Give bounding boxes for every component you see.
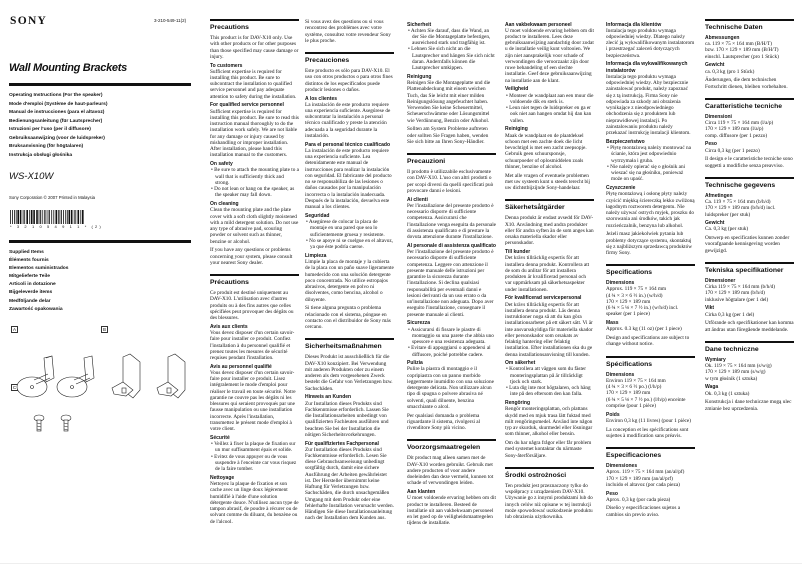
subheading: Sécurité bbox=[210, 434, 230, 441]
section-heading: Especificaciones bbox=[606, 447, 695, 460]
paragraph: Dit product mag alleen samen met de DAV-X10 worden gebruikt. Gebruik met andere producten of voor andere doeleinden dan deze vermeld, kunnen tot schade of verwondingen leiden. bbox=[407, 455, 494, 487]
paragraph: Instalacja tego produktu wymaga odpowiedniej wiedzy. Dlatego należy zlecić ją wykwalifikowanym instalatorom i przestrzegać zaleceń dotyczących bezpieczeństwa. bbox=[606, 27, 695, 59]
paragraph: This product is for DAV-X10 only. Use with other products or for other purposes than those specified may cause damage or injury. bbox=[210, 35, 299, 60]
subheading: On cleaning bbox=[210, 201, 239, 208]
paragraph: Det krävs tillräcklig expertis för att installera denna produkt. Kontrollera att de som du anlitar för att installera produkten är kvalificerad personal och var uppmärksam på säkerhetsaspekter under installationen. bbox=[505, 255, 590, 293]
subheading: Nettoyage bbox=[210, 474, 235, 481]
bullet-item: • Do not lean or hang on the speaker, as the speaker may fall down. bbox=[210, 186, 299, 199]
paragraph: Maak de wandplaat en de plaatdeksel schoon met een zachte doek die licht bevochtigd is met een zacht zeepsopje. Gebruik geen schuursponsje, schuurpoeder of oplosmiddelen zoals thinner, benzine of alcohol. bbox=[505, 132, 587, 170]
paragraph: ca. 0,3 kg (pro 1 Stück) bbox=[705, 68, 755, 75]
subheading: Waga bbox=[705, 384, 719, 391]
supplied-item: Articoli in dotazione bbox=[9, 282, 56, 288]
bullet-item: • Leun niet tegen de luidspreker en ga er ook niet aan hangen omdat hij dan kan vallen. bbox=[505, 105, 594, 124]
subheading: Informacja dla klientów bbox=[606, 21, 662, 28]
subheading: Afmetingen bbox=[705, 192, 733, 199]
paragraph: U moet voldoende ervaring hebben om dit product te installeren. Besteed de installatie uit aan vakbekwaam personeel en let goed op de veiligheidsmaatregelen tijdens de installatie. bbox=[407, 495, 496, 527]
paragraph: Sufficient expertise is required for installing this product. Be sure to subcontract the installation to qualified service personnel and pay adequate attention to safety during the installation. bbox=[210, 68, 297, 100]
section-heading: Środki ostrożności bbox=[505, 467, 594, 480]
subheading: Dimensiones bbox=[606, 463, 638, 470]
page-edge bbox=[0, 563, 802, 564]
subheading: Mass bbox=[606, 320, 619, 327]
supplied-item: Supplied Items bbox=[9, 250, 44, 255]
subheading: Om säkerhet bbox=[505, 360, 536, 367]
paragraph: Environ 119 × 75 × 164 mm (4 ¾ × 3 × 6 ½ po.) (l/h/p) 170 × 129 × 189 mm (6 ¾ × 5 ⅛ × 7 ½ po.) (l/h/p) enceinte comprise (pour 1 pièce) bbox=[606, 377, 686, 409]
bullet-item: • Assicurarsi di fissare le piastre di montaggio su una parete che abbia uno spessore e una resistenza adeguata. bbox=[407, 327, 496, 346]
supplied-items-list bbox=[9, 249, 69, 314]
supplied-item: Éléments fournis bbox=[9, 258, 49, 264]
supplied-item: Zawartość opakowania bbox=[9, 306, 63, 312]
divider bbox=[9, 83, 191, 86]
paragraph: Per l'installazione del presente prodotto è necessario disporre di sufficiente competenza. Assicurarsi che l'installazione venga eseguita da personale di assistenza qualificato e di prestare la dovuta attenzione durante l'installazione. bbox=[407, 202, 496, 241]
paragraph: Aprox. 0,3 kg (por cada pieza) bbox=[606, 496, 671, 503]
section-heading: Sicherheitsmaßnahmen bbox=[305, 338, 394, 351]
paragraph: Aprox. 119 × 75 × 164 mm (an/al/pf) 170 × 129 × 189 mm (an/al/prf) incluido el altavoz (por cada pieza) bbox=[606, 469, 685, 488]
paragraph: Vous devez disposer d'un certain savoir-faire pour installer ce produit. Lisez intégralement le mode d'emploi pour réaliser le travail en toute sécurité. Notre garantie ne couvre pas les dégâts ni les blessures qui seraient provoqués par une fausse manipulation ou une installation incorrecte. Après l'installation, transmettez le présent mode d'emploi à votre client. bbox=[210, 369, 296, 433]
paragraph: Ca. 119 × 75 × 164 mm (b/h/d) 170 × 129 × 189 mm (b/h/d) incl. luidspreker (per stuk) bbox=[705, 199, 776, 218]
supplied-item: Mitgelieferte Teile bbox=[9, 274, 50, 280]
paragraph: Zur Installation dieses Produkts sind Fachkenntnisse erforderlich. Lassen Sie die Installationsarbeiten unbedingt von qualifizierten Fachleuten ausführen und beachten Sie bei der Installation die nötigen Sicherheitsvorkehrungen. bbox=[305, 400, 389, 438]
subheading: To customers bbox=[210, 62, 243, 69]
language-item: Instrukcja obsługi głośnika bbox=[9, 152, 73, 158]
subheading: Pulizia bbox=[407, 360, 423, 367]
paragraph: Ontwerp en specificaties kunnen zonder voorafgaande kennisgeving worden gewijzigd. bbox=[705, 235, 790, 254]
paragraph: Reinigen Sie die Montageplatte und die Plattenabdeckung mit einem weichen Tuch, das Sie leicht mit einer milden Reinigungslösung angefeuchtet haben. Verwenden Sie keine Scheuermittel, Scheuerschwämme oder Lösungsmittel wie Verdünnung, Benzin oder Alkohol. bbox=[407, 80, 491, 124]
text-column bbox=[210, 19, 299, 527]
subheading: Al personale di assistenza qualificato bbox=[407, 242, 496, 249]
paragraph: Il design e le caratteristiche tecniche sono soggetti a modifiche senza preavviso. bbox=[705, 156, 793, 169]
subheading: Peso bbox=[606, 490, 618, 497]
section-heading: Precautions bbox=[210, 19, 299, 32]
subheading: Veiligheid bbox=[505, 86, 529, 93]
supplied-item: Bijgeleverde items bbox=[9, 290, 53, 296]
language-list bbox=[9, 92, 107, 160]
item-label-b: B bbox=[102, 327, 106, 332]
subheading: Avis au personnel qualifié bbox=[210, 363, 272, 370]
bullet-item: • No se apoye ni se cuelgue en el altavoz, ya que éste podría caerse. bbox=[305, 238, 394, 251]
paragraph: Cirka 0,3 kg (per 1 del) bbox=[705, 311, 755, 318]
screw-illustration bbox=[61, 415, 71, 431]
subheading: Czyszczenie bbox=[606, 185, 636, 192]
language-item: Manual de instrucciones (para el altavoz) bbox=[9, 110, 105, 115]
mounting-plate-illustration bbox=[17, 356, 54, 397]
supplied-items-illustration bbox=[8, 330, 198, 435]
subheading: Till kunder bbox=[505, 249, 531, 256]
supplied-item: Elementos suministrados bbox=[9, 266, 69, 272]
paragraph: Approx. 0.3 kg (11 oz) (per 1 piece) bbox=[606, 326, 682, 333]
section-heading: Dane techniczne bbox=[705, 341, 794, 354]
text-column bbox=[505, 19, 594, 523]
paragraph: Clean the mounting plate and the plate cover with a soft cloth slightly moistened with a mild detergent solution. Do not use any type of abrasive pad, scouring powder or solvent such as thinner, benzine or alcohol. bbox=[210, 207, 299, 245]
paragraph: Rengör monteringsplattan, och plattans skydd med en mjuk trasa lätt fuktad med milt rengöringsmedel. Använd inte någon typ av skurduk, skurmedel eller lösningar som thinner, alkohol eller bensin. bbox=[505, 406, 593, 438]
paragraph: Nettoyez la plaque de fixation et son cache avec un linge doux légèrement humidifié à l'aide d'une solution détergente douce. N'utilisez aucun type de tampon abrasif, de poudre à récurer ou de solvant comme du diluant, du benzène ou de l'alcool. bbox=[210, 481, 299, 525]
mounting-plate-illustration bbox=[57, 356, 94, 397]
section-heading: Voorzorgsmaatregelen bbox=[407, 439, 496, 452]
subheading: Seguridad bbox=[305, 212, 330, 219]
subheading: Sicurezza bbox=[407, 320, 431, 327]
copyright: Sony Corporation © 2007 Printed in Malaysia bbox=[9, 195, 96, 200]
sony-logo: SONY bbox=[10, 15, 48, 27]
subheading: Sicherheit bbox=[407, 21, 432, 28]
bullet-item: • Achten Sie darauf, dass die Wand, an der Sie die Montageplatte befestigen, ausreichend stark und tragfähig ist. bbox=[407, 28, 496, 47]
section-heading: Technische gegevens bbox=[705, 177, 794, 190]
paragraph: Pulire la piastra di montaggio e il copripiastra con un panno morbido leggermente inumidito con una soluzione detergente delicata. Non utilizzare alcun tipo di spugna o polvere abrasiva né solventi, quali diluente, benzina smacchiante o alcol. bbox=[407, 366, 494, 410]
section-heading: Specifications bbox=[606, 264, 695, 277]
paragraph: Approx. 119 × 75 × 164 mm (4 ¾ × 3 × 6 ½ in.) (w/h/d) 170 × 129 × 189 mm (6 ¾ × 5 ⅛ × 7 ½ in.) (w/h/d) incl. speaker (per 1 piece) bbox=[606, 286, 679, 318]
paragraph: Environ 0,3 kg (11 livres) (pour 1 pièce) bbox=[606, 417, 691, 424]
bullet-item: • Evitez de vous appuyer ou de vous suspendre à l'enceinte car vous risquez de la faire tomber. bbox=[210, 454, 299, 473]
paragraph: ca. 119 × 75 × 164 mm (B/H/T) bzw. 170 × 129 × 189 mm (B/H/T) einschl. Lautsprecher (pro 1 Stück) bbox=[705, 41, 779, 60]
paragraph: Denna produkt är endast avsedd för DAV-X10. Användning med andra produkter eller för andra syften än de som anges kan orsaka materiella skador eller personskador. bbox=[505, 215, 594, 247]
section-heading: Technische Daten bbox=[705, 19, 794, 32]
section-heading: Précautions bbox=[210, 274, 299, 287]
divider bbox=[9, 240, 191, 243]
paragraph: Utförande och specifikationer kan komma att ändras utan föregående meddelande. bbox=[705, 320, 794, 333]
subheading: Reinigung bbox=[407, 73, 432, 80]
item-label-c: C bbox=[12, 385, 17, 390]
paragraph: Este producto es sólo para DAV-X10. El uso con otros productos o para otros fines distintos de los especificados puede producir lesiones o daños. bbox=[305, 68, 393, 93]
barcode-digits: * 3 2 1 0 5 4 9 1 1 * (2) bbox=[10, 224, 103, 229]
paragraph: Circa 119 × 75 × 164 mm (l/a/p) 170 × 129 × 189 mm (l/a/p) comp. diffusore (per 1 pezzo) bbox=[705, 120, 774, 139]
subheading: Für qualifiziertes Fachpersonal bbox=[305, 440, 379, 447]
subheading: On safety bbox=[210, 161, 233, 168]
paragraph: Diseño y especificaciones sujetos a cambios sin previo aviso. bbox=[606, 505, 681, 518]
text-column bbox=[407, 19, 496, 529]
section-heading: Precauciones bbox=[305, 52, 394, 65]
language-item: Gebruiksaanwijzing (voor de luidspreker) bbox=[9, 135, 105, 141]
plate-cover-illustration bbox=[157, 354, 185, 398]
subheading: A los clientes bbox=[305, 95, 338, 102]
bullet-item: • Monteer de wandplaat aan een muur die voldoende dik en sterk is. bbox=[505, 93, 594, 106]
paragraph: Instalacja tego produktu wymaga odpowiedniej wiedzy. Aby bezpiecznie zainstalować produkt, należy zapoznać się z tą instrukcją. Firma Sony nie odpowiada za szkody ani obrażenia wynikające z nieodpowiedniego obchodzenia się z produktem lub nieprawidłowej instalacji. Po zainstalowaniu produktu należy przekazać instrukcję instalacji klientom. bbox=[606, 73, 691, 137]
subheading: Poids bbox=[606, 411, 620, 418]
paragraph: Sufficient expertise is required for installing this product. Be sure to read this instruction manual thoroughly to do the installation work safely. We are not liable for any damage or injury caused by mishandling or improper installation. After installation, please hand this installation manual to the customers. bbox=[210, 108, 299, 159]
language-item: Istruzioni per l'uso (per il diffusore) bbox=[9, 127, 91, 132]
paragraph: Konstrukcja i dane techniczne mogą ulec zmianie bez uprzedzenia. bbox=[705, 399, 792, 412]
plate-cover-illustration bbox=[112, 354, 140, 398]
paragraph: Limpie la placa de montaje y la cubierta de la placa con un paño suave ligeramente humedecido con una solución detergente poco concentrada. No utilice estropajos abrasivos, detergente en polvo ni disolventes, como bencina, alcohol o diluyente. bbox=[305, 259, 394, 303]
paragraph: Płytę montażową i osłonę płyty należy czyścić miękką ściereczką lekko zwilżoną łagodnym roztworem detergentu. Nie należy używać ostrych myjek, proszku do szorowania ani środków, takich jak rozcieńczalnik, benzyna lub alkohol. bbox=[606, 191, 695, 229]
subheading: For qualified service personnel bbox=[210, 102, 284, 109]
paragraph: La conception et les spécifications sont sujettes à modification sans préavis. bbox=[606, 426, 689, 439]
paragraph: Circa 0,3 kg (per 1 pezzo) bbox=[705, 147, 760, 154]
item-label-a: A bbox=[12, 327, 16, 332]
paragraph: Ca. 0,3 kg (per stuk) bbox=[705, 226, 749, 233]
section-heading: Tekniska specifikationer bbox=[705, 262, 794, 275]
subheading: Gewicht bbox=[705, 220, 725, 227]
paragraph: Design and specifications are subject to change without notice. bbox=[606, 335, 690, 348]
screw-illustration bbox=[34, 415, 44, 431]
subheading: Gewicht bbox=[705, 62, 725, 69]
subheading: Bezpieczeństwo bbox=[606, 138, 645, 145]
bullet-item: • Be sure to attach the mounting plate to a wall that is sufficiently thick and strong. bbox=[210, 167, 299, 186]
paragraph: Ok. 0,3 kg (1 sztuka) bbox=[705, 390, 750, 397]
subheading: Avis aux clients bbox=[210, 323, 248, 330]
supplied-item: Medföljande delar bbox=[9, 298, 51, 304]
bullet-item: • Lehnen Sie sich nicht an die Lautsprecher und hängen Sie sich nicht daran. Andernfalls können die Lautsprecher umkippen. bbox=[407, 46, 496, 71]
paragraph: Ce produit est destiné uniquement au DAV-X10. L'utilisation avec d'autres produits ou à des fins autres que celles spécifiées peut provoquer des dégâts ou des blessures. bbox=[210, 290, 294, 322]
subheading: Reiniging bbox=[505, 126, 528, 133]
paragraph: Met alle vragen of eventuele problemen met uw systeem kunt u steeds terecht bij uw dichtstbijzijnde Sony-handelaar. bbox=[505, 172, 591, 192]
language-item: Operating Instructions (For the speaker) bbox=[9, 93, 103, 98]
barcode bbox=[10, 210, 84, 224]
paragraph: Si tiene alguna pregunta o problema relacionado con el sistema, póngase en contacto con el distribuidor de Sony más cercano. bbox=[305, 305, 391, 331]
bullet-item: • Evitare di appoggiarsi o appendersi al diffusore, poiché potrebbe cadere. bbox=[407, 345, 496, 358]
subheading: Aan vakbekwaam personeel bbox=[505, 21, 572, 28]
paragraph: Cirka 119 × 75 × 164 mm (b/h/d) 170 × 129 × 189 mm (b/h/d) inklusive högtalare (per 1 del) bbox=[705, 284, 776, 303]
subheading: Abmessungen bbox=[705, 35, 740, 41]
language-item: Bedienungsanleitung (für Lautsprecher) bbox=[9, 118, 103, 124]
subheading: Aan klanten bbox=[407, 489, 436, 496]
subheading: Dimensions bbox=[606, 371, 635, 378]
bullet-item: • Nie należy opierać się o głośnik ani wieszać się na głośniku, ponieważ może on upaść. bbox=[606, 164, 695, 183]
section-heading: Caratteristiche tecniche bbox=[705, 98, 794, 111]
paragraph: Det krävs tillräcklig expertis för att installera denna produkt. Läs denna instruktioner noga så att du kan göra installationsarbetet på ett säkert sätt. Vi är inte ansvarsskyldiga för materiella skador eller personskador som orsakats av felaktig hantering eller felaktig installation. Efter installationen ska du ge denna installationsanvisning till kunden. bbox=[505, 301, 593, 358]
paragraph: Om du har några frågor eller får problem med systemet kontaktar du närmaste Sony-återförsäljare. bbox=[505, 440, 592, 459]
paragraph: La instalación de este producto requiere una experiencia suficiente. Lea detenidamente este manual de instrucciones para realizar la instalación con seguridad. El fabricante del producto no se responsabiliza de las lesiones o daños causados por la manipulación incorrecta o la instalación inadecuada. Después de la instalación, devuelva este manual a los clientes. bbox=[305, 147, 392, 211]
subheading: Informacja dla wykwalifikowanych instalatorów bbox=[606, 61, 688, 74]
bullet-item: • Luta dig inte mot högtalaren, och häng inte på den eftersom den kan falla. bbox=[505, 385, 594, 398]
paragraph: Sollten am System Probleme auftreten oder sollten Sie Fragen haben, wenden Sie sich bitte an Ihren Sony-Händler. bbox=[407, 126, 489, 145]
paragraph: If you have any questions or problems concerning your system, please consult your nearest Sony dealer. bbox=[210, 247, 293, 266]
subheading: Dimensioni bbox=[705, 113, 732, 120]
subheading: Ai clienti bbox=[407, 196, 428, 203]
subheading: Dimensions bbox=[606, 280, 635, 287]
paragraph: Ok. 119 × 75 × 164 mm (s/w/g) 170 × 129 × 189 mm (s/w/g) w tym głośnik (1 sztuka) bbox=[705, 363, 772, 382]
paragraph: Per l'installazione del presente prodotto è necessario disporre di sufficiente competenza. Leggere con attenzione il presente manuale delle istruzioni per garantire la sicurezza durante l'installazione. Si declina qualsiasi responsabilità per eventuali danni e lesioni derivanti da un uso errato o da un'installazione non adeguata. Dopo aver eseguito l'installazione, consegnare il presente manuale ai clienti. bbox=[407, 249, 494, 318]
bullet-item: • Veillez à fixer la plaque de fixation sur un mur suffisamment épais et solide. bbox=[210, 441, 299, 454]
subheading: Wymiary bbox=[705, 356, 726, 363]
paragraph: La instalación de este producto requiere una experiencia suficiente. Asegúrese de subcontratar la instalación a personal técnico cualificado y preste la atención adecuada a la seguridad durante la instalación. bbox=[305, 101, 391, 139]
subheading: Hinweis an Kunden bbox=[305, 394, 352, 401]
paragraph: Jeżeli masz jakiekolwiek pytania lub problemy dotyczące systemu, skontaktuj się z najbliższym sprzedawcą produktów firmy Sony. bbox=[606, 231, 693, 257]
paragraph: Zur Installation dieses Produkts sind Fachkenntnisse erforderlich. Lesen Sie diese Gebrauchsanweisung unbedingt sorgfältig durch, damit eine sichere Ausführung der Arbeiten gewährleistet ist. Der Hersteller übernimmt keine Haftung für Verletzungen bzw. Sachschäden, die durch unsachgemäßen Umgang mit dem Produkt oder eine fehlerhafte Installation verursacht werden. Händigen Sie diese Installationsanleitung nach der Installation dem Kunden aus. bbox=[305, 446, 394, 522]
paragraph: Ten produkt jest przeznaczony tylko do współpracy z urządzeniem DAV-X10. Używanie go z innymi produktami lub do innych celów niż opisane w tej instrukcji może spowodować uszkodzenie produktu lub obrażenia użytkownika. bbox=[505, 482, 593, 521]
document-code: 3-210-549-11(2) bbox=[154, 18, 187, 23]
section-heading: Säkerhetsåtgärder bbox=[505, 199, 594, 212]
subheading: Dimensioner bbox=[705, 277, 736, 284]
subheading: Para el personal técnico cualificado bbox=[305, 141, 391, 148]
subheading: Rengöring bbox=[505, 400, 530, 407]
subheading: Limpieza bbox=[305, 252, 327, 259]
language-item: Mode d'emploi (Système de haut-parleurs) bbox=[9, 101, 108, 107]
paragraph: Dieses Produkt ist ausschließlich für die DAV-X10 konzipiert. Bei Verwendung mit anderen Produkten oder zu einem anderen als dem vorgesehenen Zweck besteht die Gefahr von Verletzungen bzw. Sachschäden. bbox=[305, 354, 393, 392]
language-item: Bruksanvisning (för högtalaren) bbox=[9, 144, 84, 149]
bullet-item: • Kontrollera att väggen som du fäster monteringsplattan på är tillräckligt tjock och stark. bbox=[505, 366, 594, 385]
section-heading: Precauzioni bbox=[407, 153, 496, 166]
model-number: WS-X10W bbox=[9, 171, 54, 182]
subheading: För kvalificerad servicepersonal bbox=[505, 295, 582, 302]
subheading: Vikt bbox=[705, 305, 715, 312]
page-title: Wall Mounting Brackets bbox=[9, 62, 127, 74]
subheading: Peso bbox=[705, 141, 717, 148]
paragraph: Il prodotto è utilizzabile esclusivamente con DAV-X10. L'uso con altri prodotti o per scopi diversi da quelli specificati può provocare danni e lesioni. bbox=[407, 169, 494, 194]
paragraph: Änderungen, die dem technischen Fortschritt dienen, bleiben vorbehalten. bbox=[705, 77, 788, 90]
paragraph: Si vous avez des questions ou si vous rencontrez des problèmes avec votre système, consultez votre revendeur Sony le plus proche. bbox=[305, 19, 391, 44]
section-heading: Spécifications bbox=[606, 356, 695, 369]
text-column bbox=[606, 19, 695, 520]
bullet-item: • Asegúrese de colocar la placa de montaje en una pared que sea lo suficientemente gruesa y resistente. bbox=[305, 219, 394, 238]
paragraph: U moet voldoende ervaring hebben om dit product te installeren. Lees deze gebruiksaanwijzing aandachtig door zodat u de installatie veilig kunt voltooien. We zijn niet aansprakelijk voor schade of verwondingen die veroorzaakt zijn door ruwe behandeling of een slechte installatie. Geef deze gebruiksaanwijzing na installatie aan de klant. bbox=[505, 27, 594, 84]
paragraph: Vous devez disposer d'un certain savoir-faire pour installer ce produit. Confiez l'installation à du personnel qualifié et prenez toutes les mesures de sécurité requises pendant l'installation. bbox=[210, 330, 295, 362]
bullet-item: • Płytę montażową należy montować na ścianie, która jest odpowiednio wytrzymała i gruba. bbox=[606, 145, 695, 164]
paragraph: Per qualsiasi domanda o problema riguardante il sistema, rivolgersi al rivenditore Sony più vicino. bbox=[407, 412, 481, 432]
text-column bbox=[705, 19, 794, 414]
text-column bbox=[305, 19, 394, 524]
